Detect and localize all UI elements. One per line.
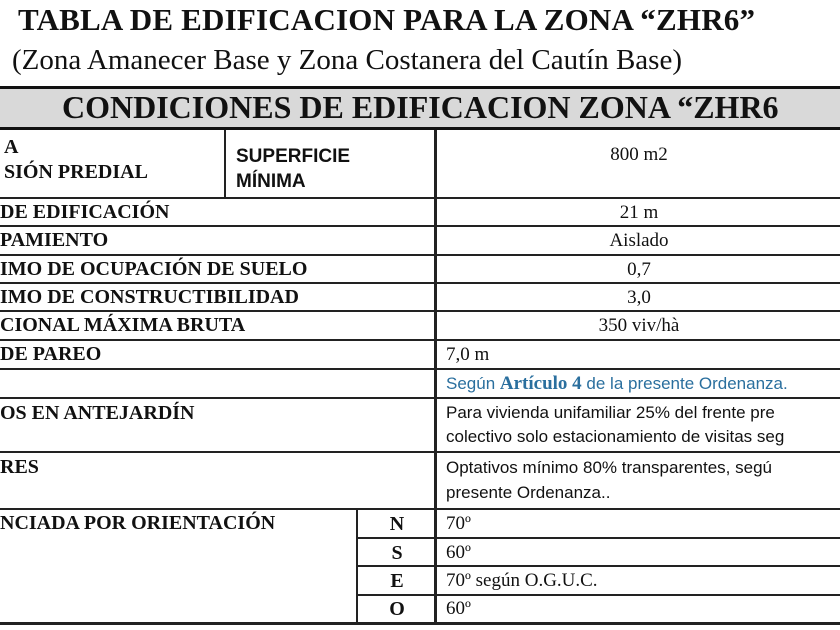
row-value: 0,7 [627,259,651,280]
row-divider [0,368,840,370]
row-divider [0,451,840,453]
row-value-line: colectivo solo estacionamiento de visitas seg [446,427,785,446]
table-bottom-border [0,622,840,625]
column-divider [224,130,226,198]
row-divider [0,310,840,312]
row-label: PAMIENTO [0,229,109,251]
row-label: A [4,136,19,158]
row-label: CIONAL MÁXIMA BRUTA [0,314,246,336]
row-divider [0,339,840,341]
row-label: IMO DE CONSTRUCTIBILIDAD [0,286,299,308]
row-divider [0,508,840,510]
table-subtitle: (Zona Amanecer Base y Zona Costanera del Cautín Base) [12,44,682,76]
row-value: 350 viv/hà [598,315,680,336]
row-label: DE EDIFICACIÓN [0,201,170,223]
value-text: de la presente Ordenanza. [581,374,788,393]
row-label: DE PAREO [0,343,102,365]
orientation-value: 70º según O.G.U.C. [446,570,598,591]
row-label: NCIADA POR ORIENTACIÓN [0,512,276,534]
orientation-value: 60º [446,542,471,563]
row-value: 800 m2 [610,144,668,165]
row-divider [0,397,840,399]
row-label: OS EN ANTEJARDÍN [0,402,195,424]
row-divider [358,537,840,539]
row-divider [0,197,840,199]
row-sublabel: SUPERFICIE [236,146,351,167]
row-label: RES [0,456,39,478]
table-title: TABLA DE EDIFICACION PARA LA ZONA “ZHR6” [18,2,756,37]
row-label: SIÓN PREDIAL [4,161,148,183]
row-value: 21 m [619,202,659,223]
orientation-south: S [391,542,403,564]
row-divider [358,565,840,567]
value-text: Según [446,374,500,393]
orientation-north: N [389,513,405,535]
row-value: 7,0 m [446,344,490,365]
orientation-west: O [389,598,405,620]
row-divider [0,254,840,256]
orientation-value: 70º [446,513,471,534]
row-value-line: Para vivienda unifamiliar 25% del frente pre [446,403,775,422]
row-divider [358,594,840,596]
orientation-value: 60º [446,598,471,619]
article-reference: Artículo 4 [499,373,582,394]
section-title: CONDICIONES DE EDIFICACION ZONA “ZHR6 [62,89,779,125]
row-divider [0,282,840,284]
row-value-line: presente Ordenanza.. [446,483,611,502]
row-value: 3,0 [627,287,651,308]
row-value-line: Optativos mínimo 80% transparentes, segú [446,458,772,477]
row-value [446,372,788,396]
row-sublabel: MÍNIMA [236,171,306,192]
row-value: Aislado [609,230,669,251]
orientation-east: E [390,570,404,592]
row-divider [0,225,840,227]
row-label: IMO DE OCUPACIÓN DE SUELO [0,258,308,280]
